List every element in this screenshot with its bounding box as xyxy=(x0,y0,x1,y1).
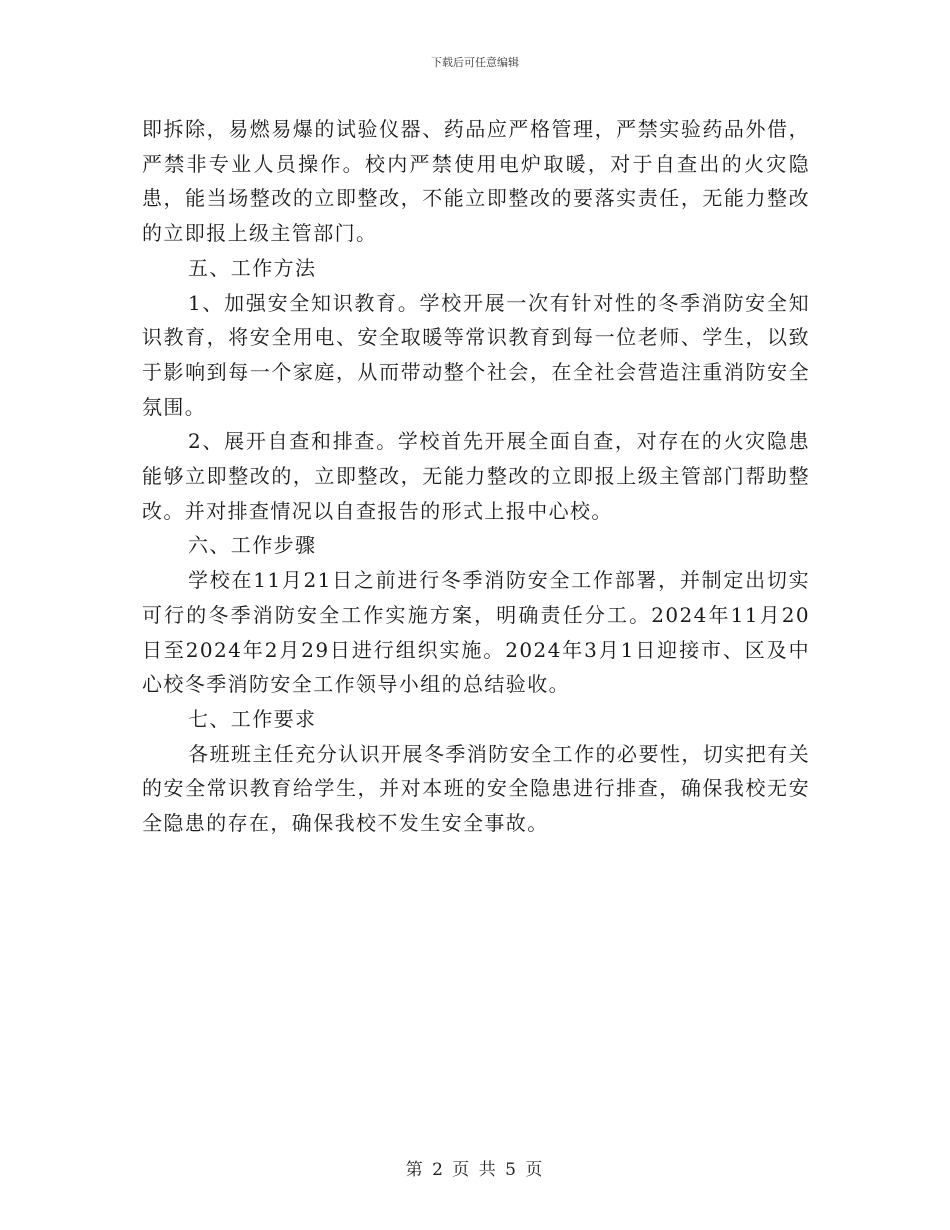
paragraph-work-requirements: 各班班主任充分认识开展冬季消防安全工作的必要性，切实把有关的安全常识教育给学生，并对本班的安全隐患进行排查，确保我校无安全隐患的存在，确保我校不发生安全事故。 xyxy=(142,741,810,836)
section-heading-work-methods: 五、工作方法 xyxy=(188,255,317,280)
page-header-note: 下载后可任意编辑 xyxy=(431,56,519,69)
paragraph-safety-education: 1、加强安全知识教育。学校开展一次有针对性的冬季消防安全知识教育，将安全用电、安全取暖等常识教育到每一位老师、学生，以致于影响到每一个家庭，从而带动整个社会，在全社会营造注重消防安全氛围。 xyxy=(142,290,810,419)
paragraph-continuation: 即拆除，易燃易爆的试验仪器、药品应严格管理，严禁实验药品外借，严禁非专业人员操作。校内严禁使用电炉取暖，对于自查出的火灾隐患，能当场整改的立即整改，不能立即整改的要落实责任，无能力整改的立即报上级主管部门。 xyxy=(142,117,810,246)
section-heading-work-requirements: 七、工作要求 xyxy=(188,706,317,731)
document-body xyxy=(142,112,810,841)
paragraph-self-inspection: 2、展开自查和排查。学校首先开展全面自查，对存在的火灾隐患能够立即整改的，立即整改，无能力整改的立即报上级主管部门帮助整改。并对排查情况以自查报告的形式上报中心校。 xyxy=(142,429,810,523)
section-heading-work-steps: 六、工作步骤 xyxy=(188,533,317,558)
page-number-footer: 第 2 页 共 5 页 xyxy=(405,1160,545,1180)
paragraph-work-steps: 学校在11月21日之前进行冬季消防安全工作部署，并制定出切实可行的冬季消防安全工作实施方案，明确责任分工。2024年11月20日至2024年2月29日进行组织实施。2024年3月1日迎接市、区及中心校冬季消防安全工作领导小组的总结验收。 xyxy=(142,568,810,697)
